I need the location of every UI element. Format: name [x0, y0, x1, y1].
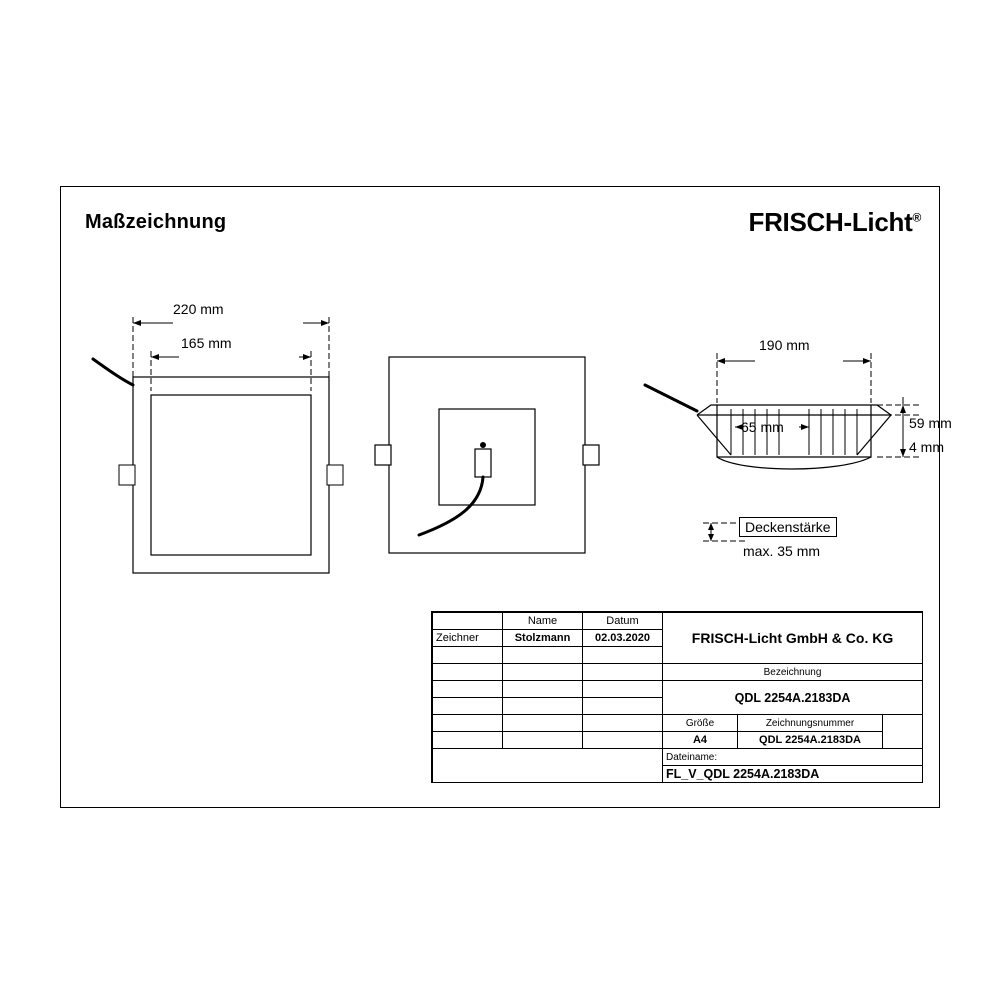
row-date	[583, 715, 663, 732]
back-view	[361, 337, 621, 597]
table-row	[433, 613, 923, 630]
table-row	[433, 664, 923, 681]
row-date	[583, 647, 663, 664]
table-row	[433, 749, 923, 766]
table-row	[433, 681, 923, 698]
registered-trademark-icon: ®	[912, 210, 921, 225]
table-row	[433, 715, 923, 732]
row-role	[433, 715, 503, 732]
row-name	[503, 664, 583, 681]
section-view	[631, 327, 952, 527]
row-role	[433, 664, 503, 681]
zeichnungsnummer-value: QDL 2254A.2183DA	[738, 732, 883, 749]
section-view-height-label: 59 mm	[909, 415, 952, 431]
section-view-width-label: 190 mm	[759, 337, 810, 353]
row-role	[433, 698, 503, 715]
row-role	[433, 681, 503, 698]
titleblock-col-date: Datum	[583, 613, 663, 630]
row-name	[503, 681, 583, 698]
titleblock-col-name: Name	[503, 613, 583, 630]
zeichnungsnummer-label: Zeichnungsnummer	[738, 715, 883, 732]
ceiling-thickness-value: max. 35 mm	[743, 543, 821, 559]
bezeichnung-value: QDL 2254A.2183DA	[663, 681, 923, 715]
row-date: 02.03.2020	[583, 630, 663, 647]
row-name	[503, 732, 583, 749]
drawing-sheet	[60, 186, 952, 808]
brand-logo	[749, 207, 922, 238]
groesse-label: Größe	[663, 715, 738, 732]
ceiling-thickness-note	[677, 517, 907, 587]
row-name	[503, 698, 583, 715]
row-date	[583, 698, 663, 715]
ceiling-thickness-label: Deckenstärke	[739, 517, 837, 537]
table-row	[433, 732, 923, 749]
row-name	[503, 715, 583, 732]
row-role: Zeichner	[433, 630, 503, 647]
row-date	[583, 732, 663, 749]
titleblock-empty-area	[433, 749, 663, 783]
dateiname-value: FL_V_QDL 2254A.2183DA	[663, 766, 923, 783]
section-view-rim-label: 4 mm	[909, 439, 944, 455]
row-name	[503, 647, 583, 664]
titleblock-spare-cell	[883, 715, 923, 749]
company-name: FRISCH-Licht GmbH & Co. KG	[663, 613, 923, 664]
row-role	[433, 647, 503, 664]
front-view	[81, 287, 371, 587]
front-view-drawing	[81, 287, 371, 587]
title-block-table	[432, 612, 923, 783]
brand-logo-text: FRISCH-Licht	[748, 207, 913, 237]
front-view-inner-dimension-label: 165 mm	[181, 335, 232, 351]
page-title: Maßzeichnung	[85, 211, 227, 233]
row-date	[583, 664, 663, 681]
groesse-value: A4	[663, 732, 738, 749]
row-name: Stolzmann	[503, 630, 583, 647]
front-view-outer-dimension-label: 220 mm	[173, 301, 224, 317]
title-block	[431, 611, 923, 783]
row-role	[433, 732, 503, 749]
row-date	[583, 681, 663, 698]
dateiname-label: Dateiname:	[663, 749, 923, 766]
bezeichnung-label: Bezeichnung	[663, 664, 923, 681]
titleblock-col-blank	[433, 613, 503, 630]
back-view-drawing	[361, 337, 621, 597]
section-view-inner-label: 65 mm	[741, 419, 784, 435]
